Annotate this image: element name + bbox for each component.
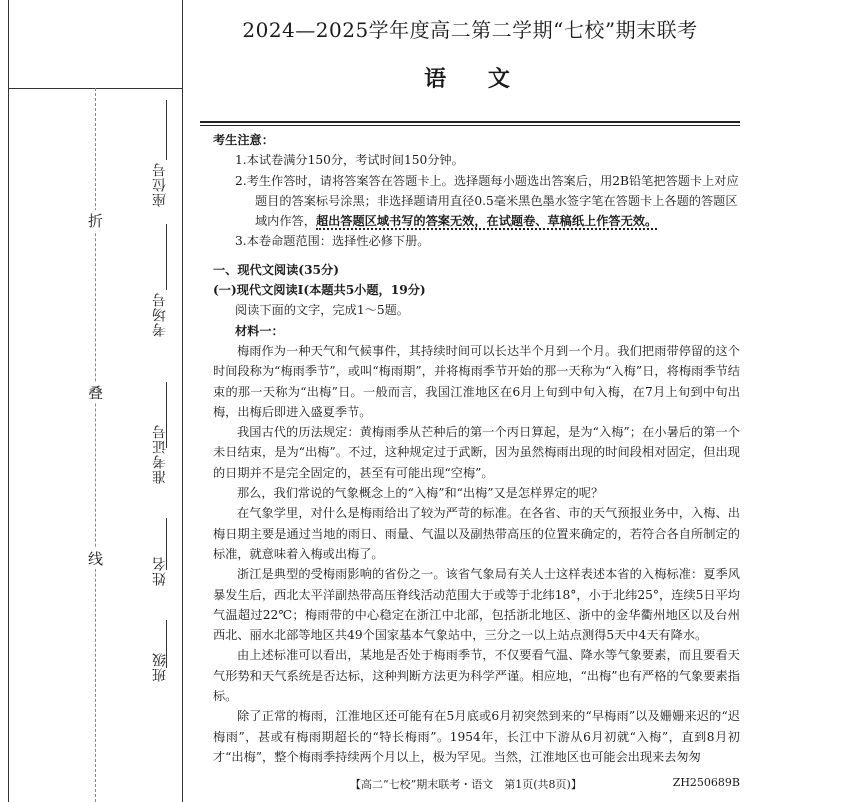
notice-item-3: 3.本卷命题范围：选择性必修下册。 xyxy=(235,234,430,249)
fold-char-2: 叠 xyxy=(88,384,104,402)
notice-item-2-text: 2.考生作答时，请将答案答在答题卡上。选择题每小题选出答案后，用2B铅笔把答题卡上对应题目的答案标号涂黑；非选择题请用直径0.5毫米黑色墨水签字笔在答题卡上各题的答题区域内作答， xyxy=(235,173,739,229)
header-rule-thick xyxy=(200,121,740,123)
paragraph: 由上述标准可以看出，某地是否处于梅雨季节，不仅要看气温、降水等气象要素，而且要看天气形势和天气系统是否达标，这种判断方法更为科学严谨。相应地，“出梅”也有严格的气象要素指标。 xyxy=(213,648,740,704)
paragraph: 我国古代的历法规定：黄梅雨季从芒种后的第一个丙日算起，是为“入梅”；在小暑后的第一个未日结束，是为“出梅”。不过，这种规定过于武断，因为虽然梅雨出现的时间段相对固定，但出现的日期并不是完全固定的，甚至有可能出现“空梅”。 xyxy=(213,425,740,480)
notice-emphasis: 超出答题区域书写的答案无效，在试题卷、草稿纸上作答无效。 xyxy=(315,214,658,229)
subject-title: 语 文 xyxy=(424,66,516,92)
paragraph: 浙江是典型的受梅雨影响的省份之一。该省气象局有关人士这样表述本省的入梅标准：夏季风暴发生后，西北太平洋副热带高压脊线活动范围大于或等于北纬18°，小于北纬25°，连续5日平均气温超过22℃；梅雨带的中心稳定在浙江中北部，包括浙北地区、浙中的金华衢州地区以及台州西北、丽水北部等地区共49个国家基本气象站中，三分之一以上站点测得5天中4天有降水。 xyxy=(213,567,740,643)
binding-border-right xyxy=(182,0,183,802)
exam-title: 2024—2025学年度高二第二学期“七校”期末联考 xyxy=(242,18,698,42)
fold-char-1: 折 xyxy=(88,212,104,230)
exam-content xyxy=(213,130,740,767)
class-label: 班级 xyxy=(152,652,168,682)
section-title: 一、现代文阅读(35分) xyxy=(213,262,339,277)
paragraph: 梅雨作为一种天气和气候事件，其持续时间可以长达半个月到一个月。我们把雨带停留的这个时间段称为“梅雨季节”，或叫“梅雨期”，并将梅雨季节开始的那一天称为“入梅”日，将梅雨季节结束的那一天称为“出梅”日。一般而言，我国江淮地区在6月上旬到中旬入梅，在7月上旬到中旬出梅，出梅后即进入盛夏季节。 xyxy=(213,343,740,419)
section-subtitle: (一)现代文阅读Ⅰ(本题共5小题，19分) xyxy=(213,283,426,298)
fold-line xyxy=(95,88,96,802)
footer-code: ZH250689B xyxy=(672,776,740,789)
fold-char-3: 线 xyxy=(88,550,104,568)
exam-room-label: 考场号 xyxy=(152,292,168,337)
admission-number-label: 准考证号 xyxy=(152,424,168,484)
seat-number-blank[interactable] xyxy=(166,100,167,160)
footer-page-info: 【高二“七校”期末联考・语文 第1页(共8页)】 xyxy=(350,778,582,791)
paragraph: 除了正常的梅雨，江淮地区还可能有在5月底或6月初突然到来的“早梅雨”以及姗姗来迟的“迟梅雨”，甚或有梅雨期超长的“特长梅雨”。1954年，长江中下游从6月初就“入梅”，直到8月初才“出梅”，整个梅雨季持续两个月以上，极为罕见。当然，江淮地区也可能会出现来去匆匆 xyxy=(213,709,740,764)
name-label: 姓名 xyxy=(152,556,168,586)
paragraph: 在气象学里，对什么是梅雨给出了较为严苛的标准。在各省、市的天气预报业务中，入梅、出梅日期主要是通过当地的雨日、雨量、气温以及副热带高压的位置来确定的，若符合各自所制定的标准，就意味着入梅或出梅了。 xyxy=(213,506,740,561)
seat-number-label: 座位号 xyxy=(152,162,168,207)
exam-room-blank[interactable] xyxy=(166,224,167,290)
reading-instruction: 阅读下面的文字，完成1～5题。 xyxy=(235,303,409,318)
notice-item-1: 1.本试卷满分150分，考试时间150分钟。 xyxy=(235,153,464,168)
material-label: 材料一： xyxy=(235,323,284,338)
paragraph: 那么，我们常说的气象概念上的“入梅”和“出梅”又是怎样界定的呢？ xyxy=(237,486,604,501)
notice-heading: 考生注意： xyxy=(213,133,274,147)
binding-border-left xyxy=(8,0,9,802)
header-rule-thin xyxy=(200,125,740,126)
notice-item-2 xyxy=(213,171,740,232)
